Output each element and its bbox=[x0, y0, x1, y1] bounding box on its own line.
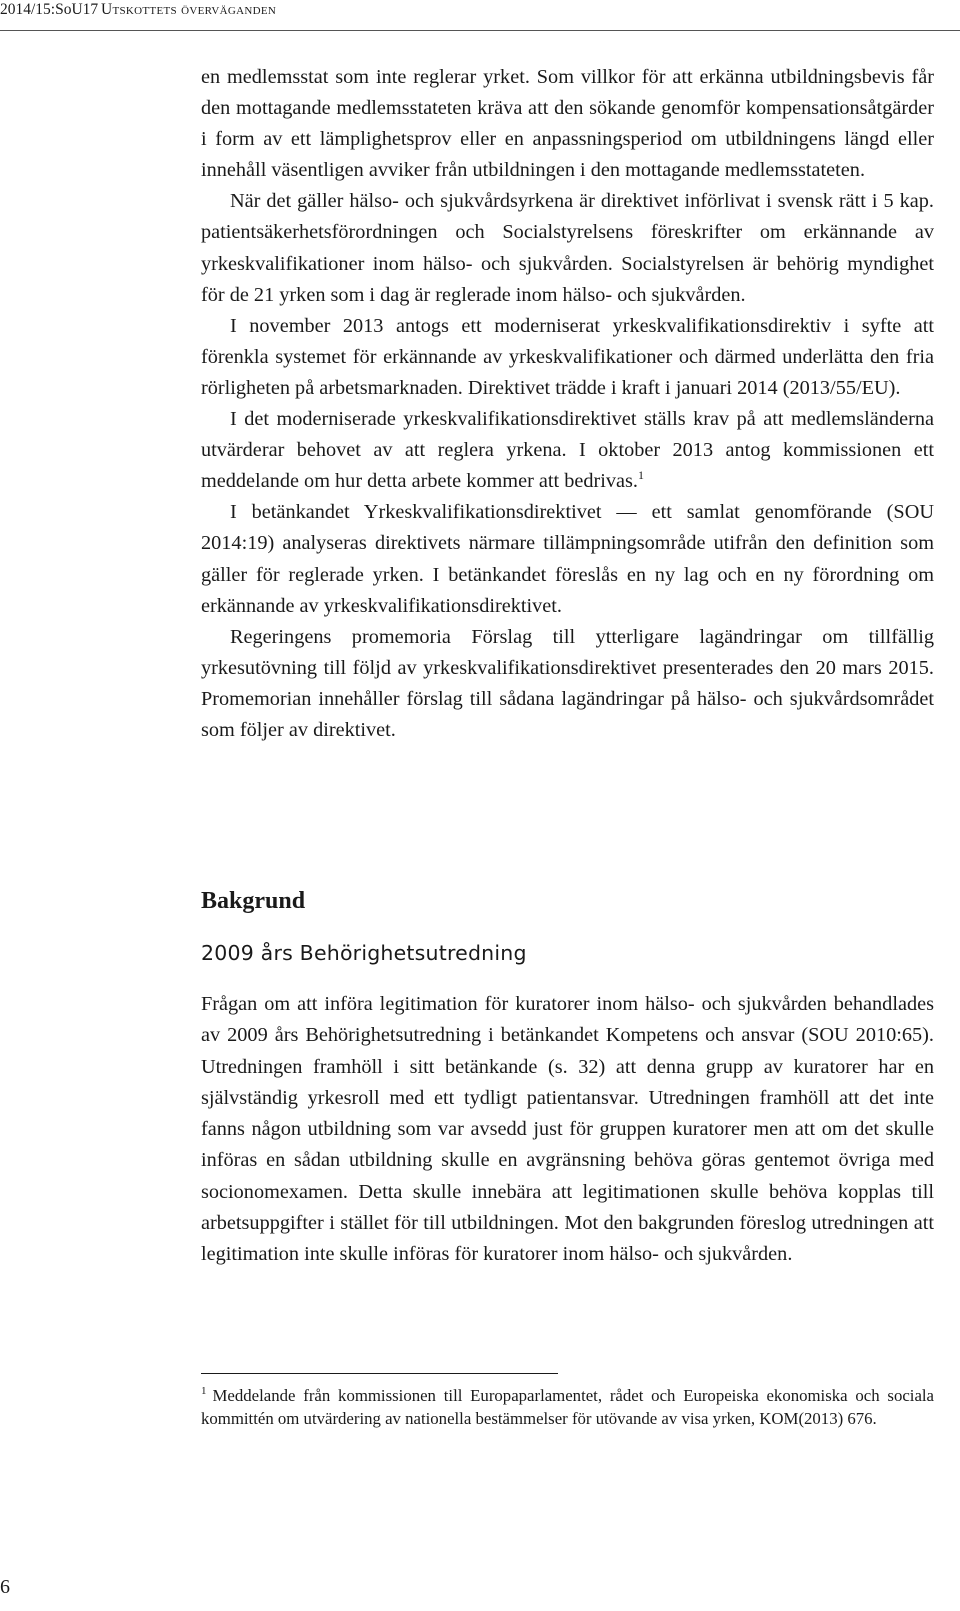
section-subheading: 2009 års Behörighetsutredning bbox=[201, 941, 527, 965]
footnote-reference[interactable]: 1 bbox=[638, 468, 645, 483]
footnote-number: 1 bbox=[201, 1385, 207, 1398]
footnote bbox=[201, 1385, 934, 1430]
header-rule bbox=[0, 30, 960, 31]
running-header-title: Utskottets överväganden bbox=[101, 1, 277, 18]
paragraph: en medlemsstat som inte reglerar yrket. Som villkor för att erkänna utbildningsbevis får den mottagande medlemsstateten kräva att den sökande genomför kompensationsåtgärder i form av ett lämplighetsprov eller en anpassningsperiod om utbildningens längd eller innehåll väsentligen avviker från utbildningen i den mottagande medlemsstateten. bbox=[201, 66, 934, 182]
footnote-rule bbox=[201, 1373, 558, 1374]
section-heading: Bakgrund bbox=[201, 888, 306, 914]
paragraph: I betänkandet Yrkeskvalifikationsdirektivet — ett samlat genomförande (SOU 2014:19) analyseras direktivets närmare tillämpningsområde utifrån den definition som gäller för reglerade yrken. I betänkandet föreslås en ny lag och en ny förordning om erkännande av yrkeskvalifikationsdirektivet. bbox=[201, 501, 934, 617]
page-number: 6 bbox=[0, 1576, 10, 1598]
document-reference: 2014/15:SoU17 bbox=[0, 1, 99, 18]
paragraph: I november 2013 antogs ett moderniserat yrkeskvalifikationsdirektiv i syfte att förenkla systemet för erkännande av yrkeskvalifikationer och därmed underlätta den fria rörligheten på arbetsmarknaden. Direktivet trädde i kraft i januari 2014 (2013/55/EU). bbox=[201, 314, 934, 399]
running-header bbox=[0, 0, 960, 40]
body-text bbox=[201, 62, 934, 746]
paragraph: Regeringens promemoria Förslag till ytterligare lagändringar om tillfällig yrkesutövning till följd av yrkeskvalifikationsdirektivet presenterades den 20 mars 2015. Promemorian innehåller förslag till sådana lagändringar på hälso- och sjukvårdsområdet som följer av direktivet. bbox=[201, 625, 934, 741]
section-background bbox=[201, 886, 934, 1271]
paragraph-text: I det moderniserade yrkeskvalifikationsdirektivet ställs krav på att medlemsländerna utvärderar behovet av att reglera yrkena. I oktober 2013 antog kommissionen ett meddelande om hur detta arbete kommer att bedrivas. bbox=[201, 408, 934, 493]
paragraph bbox=[201, 404, 934, 497]
paragraph: När det gäller hälso- och sjukvårdsyrkena är direktivet införlivat i svensk rätt i 5 kap. patientsäkerhetsförordningen och Socialstyrelsens föreskrifter om erkännande av yrkeskvalifikationer inom hälso- och sjukvården. Socialstyrelsen är behörig myndighet för de 21 yrken som i dag är reglerade inom hälso- och sjukvården. bbox=[201, 190, 934, 306]
paragraph: Frågan om att införa legitimation för kuratorer inom hälso- och sjukvården behandlades av 2009 års Behörighetsutredning i betänkandet Kompetens och ansvar (SOU 2010:65). Utredningen framhöll i sitt betänkande (s. 32) att denna grupp av kuratorer har en självständig yrkesroll med ett tydligt patientansvar. Utredningen framhöll att det inte fanns någon utbildning som var avsedd just för gruppen kuratorer men att om det skulle införas en sådan utbildning skulle en avgränsning behöva göras gentemot övriga med socionomexamen. Detta skulle innebära att legitimationen skulle behöva kopplas till arbetsuppgifter i stället för till utbildningen. Mot den bakgrunden föreslog utredningen att legitimation inte skulle införas för kuratorer inom hälso- och sjukvården. bbox=[201, 993, 934, 1266]
footnote-text: Meddelande från kommissionen till Europaparlamentet, rådet och Europeiska ekonomiska och sociala kommittén om utvärdering av nationella bestämmelser för utövande av visa yrken, KOM(2013) 676. bbox=[201, 1386, 934, 1428]
